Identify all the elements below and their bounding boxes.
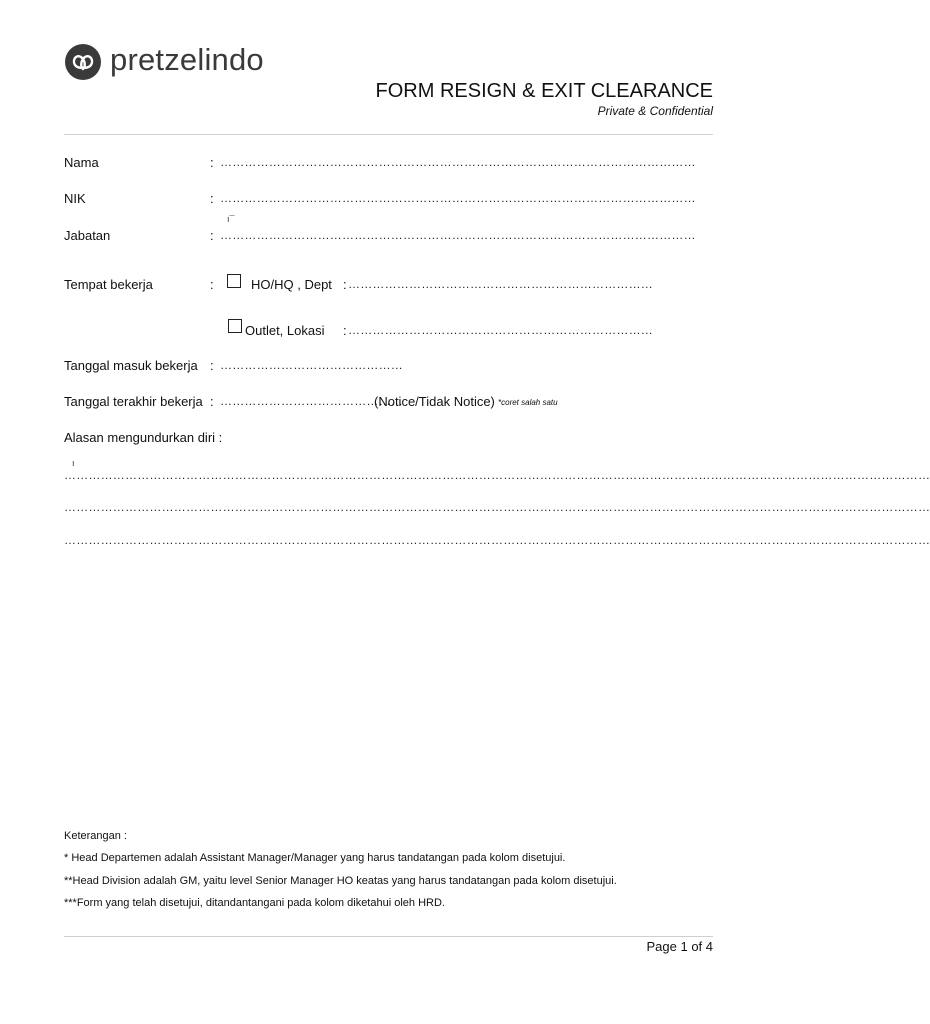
scan-mark-2: ı [72,458,75,468]
pretzel-logo-icon [64,43,102,81]
nik-field[interactable]: ……………………………………………………………………………………………………… [220,191,696,205]
note-line-2: **Head Division adalah GM, yaitu level Senior Manager HO keatas yang harus tandatangan pada kolom disetujui. [64,875,617,887]
hq-option-label: HO/HQ , Dept [251,277,332,292]
footer-divider [64,936,713,937]
tanggal-akhir-colon: : [210,394,214,409]
note-line-3: ***Form yang telah disetujui, ditandantangani pada kolom diketahui oleh HRD. [64,897,445,909]
scan-mark: ı¯ [227,214,235,224]
notes-heading: Keterangan : [64,830,127,842]
outlet-lokasi-field[interactable]: ………………………………………………………………… [348,323,653,337]
nik-colon: : [210,191,214,206]
jabatan-colon: : [210,228,214,243]
outlet-option-label: Outlet, Lokasi [245,323,325,338]
page-number: Page 1 of 4 [646,939,713,954]
hq-checkbox[interactable] [227,274,241,288]
notice-footnote: *coret salah satu [498,398,558,407]
tanggal-akhir-field[interactable]: ……………………………………… [220,394,403,408]
header-divider [64,134,713,135]
outlet-colon: : [343,323,347,338]
confidential-note: Private & Confidential [597,104,713,118]
tempat-colon: : [210,277,214,292]
alasan-line-2[interactable]: …………………………………………………………………………………………………………………………………………………………………………………………… [64,500,930,514]
tanggal-masuk-label: Tanggal masuk bekerja [64,358,198,373]
nama-field[interactable]: ……………………………………………………………………………………………………… [220,155,696,169]
nik-label: NIK [64,191,86,206]
alasan-line-1[interactable]: …………………………………………………………………………………………………………………………………………………………………………………………… [64,468,930,482]
notice-option: (Notice/Tidak Notice) [374,394,495,409]
brand-name: pretzelindo [110,42,264,77]
outlet-checkbox[interactable] [228,319,242,333]
hq-dept-field[interactable]: ………………………………………………………………… [348,277,653,291]
alasan-line-3[interactable]: …………………………………………………………………………………………………………………………………………………………………………………………… [64,533,930,547]
hq-colon: : [343,277,347,292]
nama-label: Nama [64,155,99,170]
jabatan-label: Jabatan [64,228,111,243]
note-line-1: * Head Departemen adalah Assistant Manager/Manager yang harus tandatangan pada kolom disetujui. [64,852,566,864]
tanggal-akhir-label: Tanggal terakhir bekerja [64,394,203,409]
jabatan-field[interactable]: ……………………………………………………………………………………………………… [220,228,696,242]
form-title: FORM RESIGN & EXIT CLEARANCE [375,80,713,102]
tanggal-masuk-field[interactable]: ……………………………………… [220,358,403,372]
tanggal-masuk-colon: : [210,358,214,373]
nama-colon: : [210,155,214,170]
alasan-label: Alasan mengundurkan diri : [64,430,223,445]
tempat-label: Tempat bekerja [64,277,153,292]
